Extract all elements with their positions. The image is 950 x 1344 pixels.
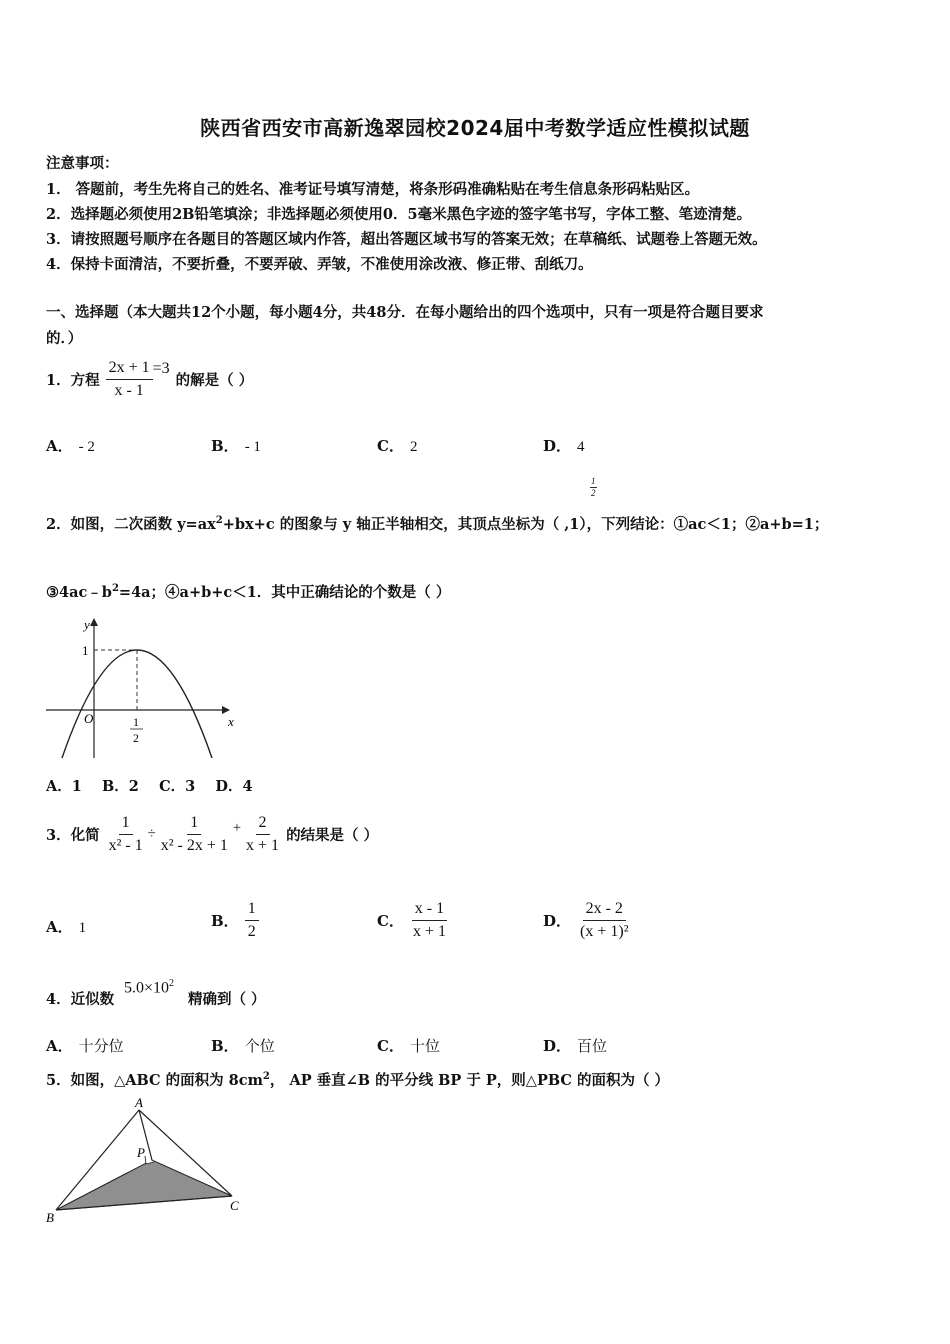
q3-option-d: D． $\frac{2x - 2}{\text{(x + 1)²}}$ bbox=[543, 899, 629, 940]
q3-option-c: C． $\frac{x - 1}{x + 1}$ bbox=[377, 899, 446, 940]
section-heading: 一、选择题（本大题共12个小题，每小题4分，共48分．在每小题给出的四个选项中，只有一项是符合题目要求 bbox=[46, 304, 764, 321]
q4-option-d: D． 百位 bbox=[543, 1037, 608, 1055]
q4-expression: $5.0\times 10^2$ bbox=[124, 978, 175, 997]
q4-option-b: B． 个位 bbox=[211, 1037, 275, 1055]
q2-parabola-graph bbox=[44, 610, 244, 762]
half-den-label: 2 bbox=[133, 731, 139, 745]
q3-div-sign: ÷ bbox=[147, 825, 156, 842]
q3-plus-sign: + bbox=[232, 819, 242, 836]
q1-fraction bbox=[106, 359, 153, 400]
q3-prefix: 3．化简 bbox=[46, 826, 100, 844]
q2-line2: $③4ac﹣b^2=4a$；④a+b+c＜1．其中正确结论的个数是（ ） bbox=[46, 583, 451, 601]
note-item: 1． 答题前，考生先将自己的姓名、准考证号填写清楚，将条形码准确粘贴在考生信息条形码粘贴区。 bbox=[46, 181, 700, 198]
q2-vertex-num: 1 bbox=[591, 476, 596, 486]
half-num-label: 1 bbox=[133, 715, 139, 729]
notes-heading: 注意事项： bbox=[46, 155, 119, 172]
label-p: P bbox=[137, 1145, 145, 1160]
q2-line1: 2．如图，二次函数 $y=ax^2+bx+c$ 的图象与 y 轴正半轴相交，其顶点坐标为（ ,1），下列结论：①ac＜1；②a+b=1； bbox=[46, 515, 829, 533]
section-heading-cont: 的．） bbox=[46, 330, 83, 347]
label-b: B bbox=[46, 1210, 54, 1225]
question-5: 5．如图，△ABC 的面积为 $8cm^2$， AP 垂直∠B 的平分线 BP 于 P，则△PBC 的面积为（ ） bbox=[46, 1071, 670, 1089]
q3-option-b: B． $\frac{1}{2}$ bbox=[211, 892, 259, 948]
q2-vertex-fraction bbox=[590, 476, 597, 499]
q4-option-a: A． 十分位 bbox=[46, 1037, 124, 1055]
one-label: 1 bbox=[82, 643, 89, 658]
q1-equals: =3 bbox=[152, 360, 170, 377]
page-title: 陕西省西安市高新逸翠园校2024届中考数学适应性模拟试题 bbox=[200, 116, 750, 140]
question-3 bbox=[46, 806, 378, 862]
q2-vertex-den: 2 bbox=[591, 488, 596, 498]
note-item: 2．选择题必须使用2B铅笔填涂；非选择题必须使用0．5毫米黑色字迹的签字笔书写，字体工整、笔迹清楚。 bbox=[46, 206, 752, 223]
q1-option-d: D． 4 bbox=[543, 437, 585, 455]
q4-prefix: 4．近似数 bbox=[46, 991, 115, 1008]
y-axis-arrow bbox=[90, 618, 98, 626]
q4-suffix: 精确到（ ） bbox=[188, 991, 266, 1008]
note-item: 3．请按照题号顺序在各题目的答题区域内作答，超出答题区域书写的答案无效；在草稿纸、试题卷上答题无效。 bbox=[46, 231, 767, 248]
q1-prefix: 1．方程 bbox=[46, 371, 100, 389]
q1-option-c: C． 2 bbox=[377, 437, 418, 455]
q1-suffix: 的解是（ ） bbox=[175, 371, 254, 389]
x-axis-arrow bbox=[222, 706, 230, 714]
note-item: 4．保持卡面清洁，不要折叠，不要弄破、弄皱，不准使用涂改液、修正带、刮纸刀。 bbox=[46, 256, 593, 273]
q4-option-c: C． 十位 bbox=[377, 1037, 440, 1055]
q3-suffix: 的结果是（ ） bbox=[286, 826, 379, 844]
q1-option-a: A． - 2 bbox=[46, 437, 95, 455]
q3-fraction-3: $\frac{2}{x + 1}$ bbox=[246, 813, 280, 854]
y-label: y bbox=[84, 617, 90, 632]
q1-numerator: 2x + 1 bbox=[106, 359, 153, 380]
x-label: x bbox=[228, 714, 234, 729]
q1-option-b: B． - 1 bbox=[211, 437, 261, 455]
origin-label: O bbox=[84, 711, 94, 726]
q2-options: A．1 B．2 C．3 D．4 bbox=[46, 778, 253, 795]
q3-fraction-1: $\frac{1}{\text{x² - 1}}$ bbox=[108, 813, 143, 854]
label-c: C bbox=[230, 1198, 239, 1213]
q3-option-a: A． 1 bbox=[46, 918, 87, 936]
q1-denominator: x - 1 bbox=[114, 381, 144, 399]
q3-fraction-2: $\frac{1}{\text{x² - 2x + 1}}$ bbox=[160, 813, 228, 854]
label-a: A bbox=[135, 1096, 143, 1110]
question-1 bbox=[46, 349, 253, 409]
q5-triangle-figure bbox=[44, 1096, 254, 1231]
